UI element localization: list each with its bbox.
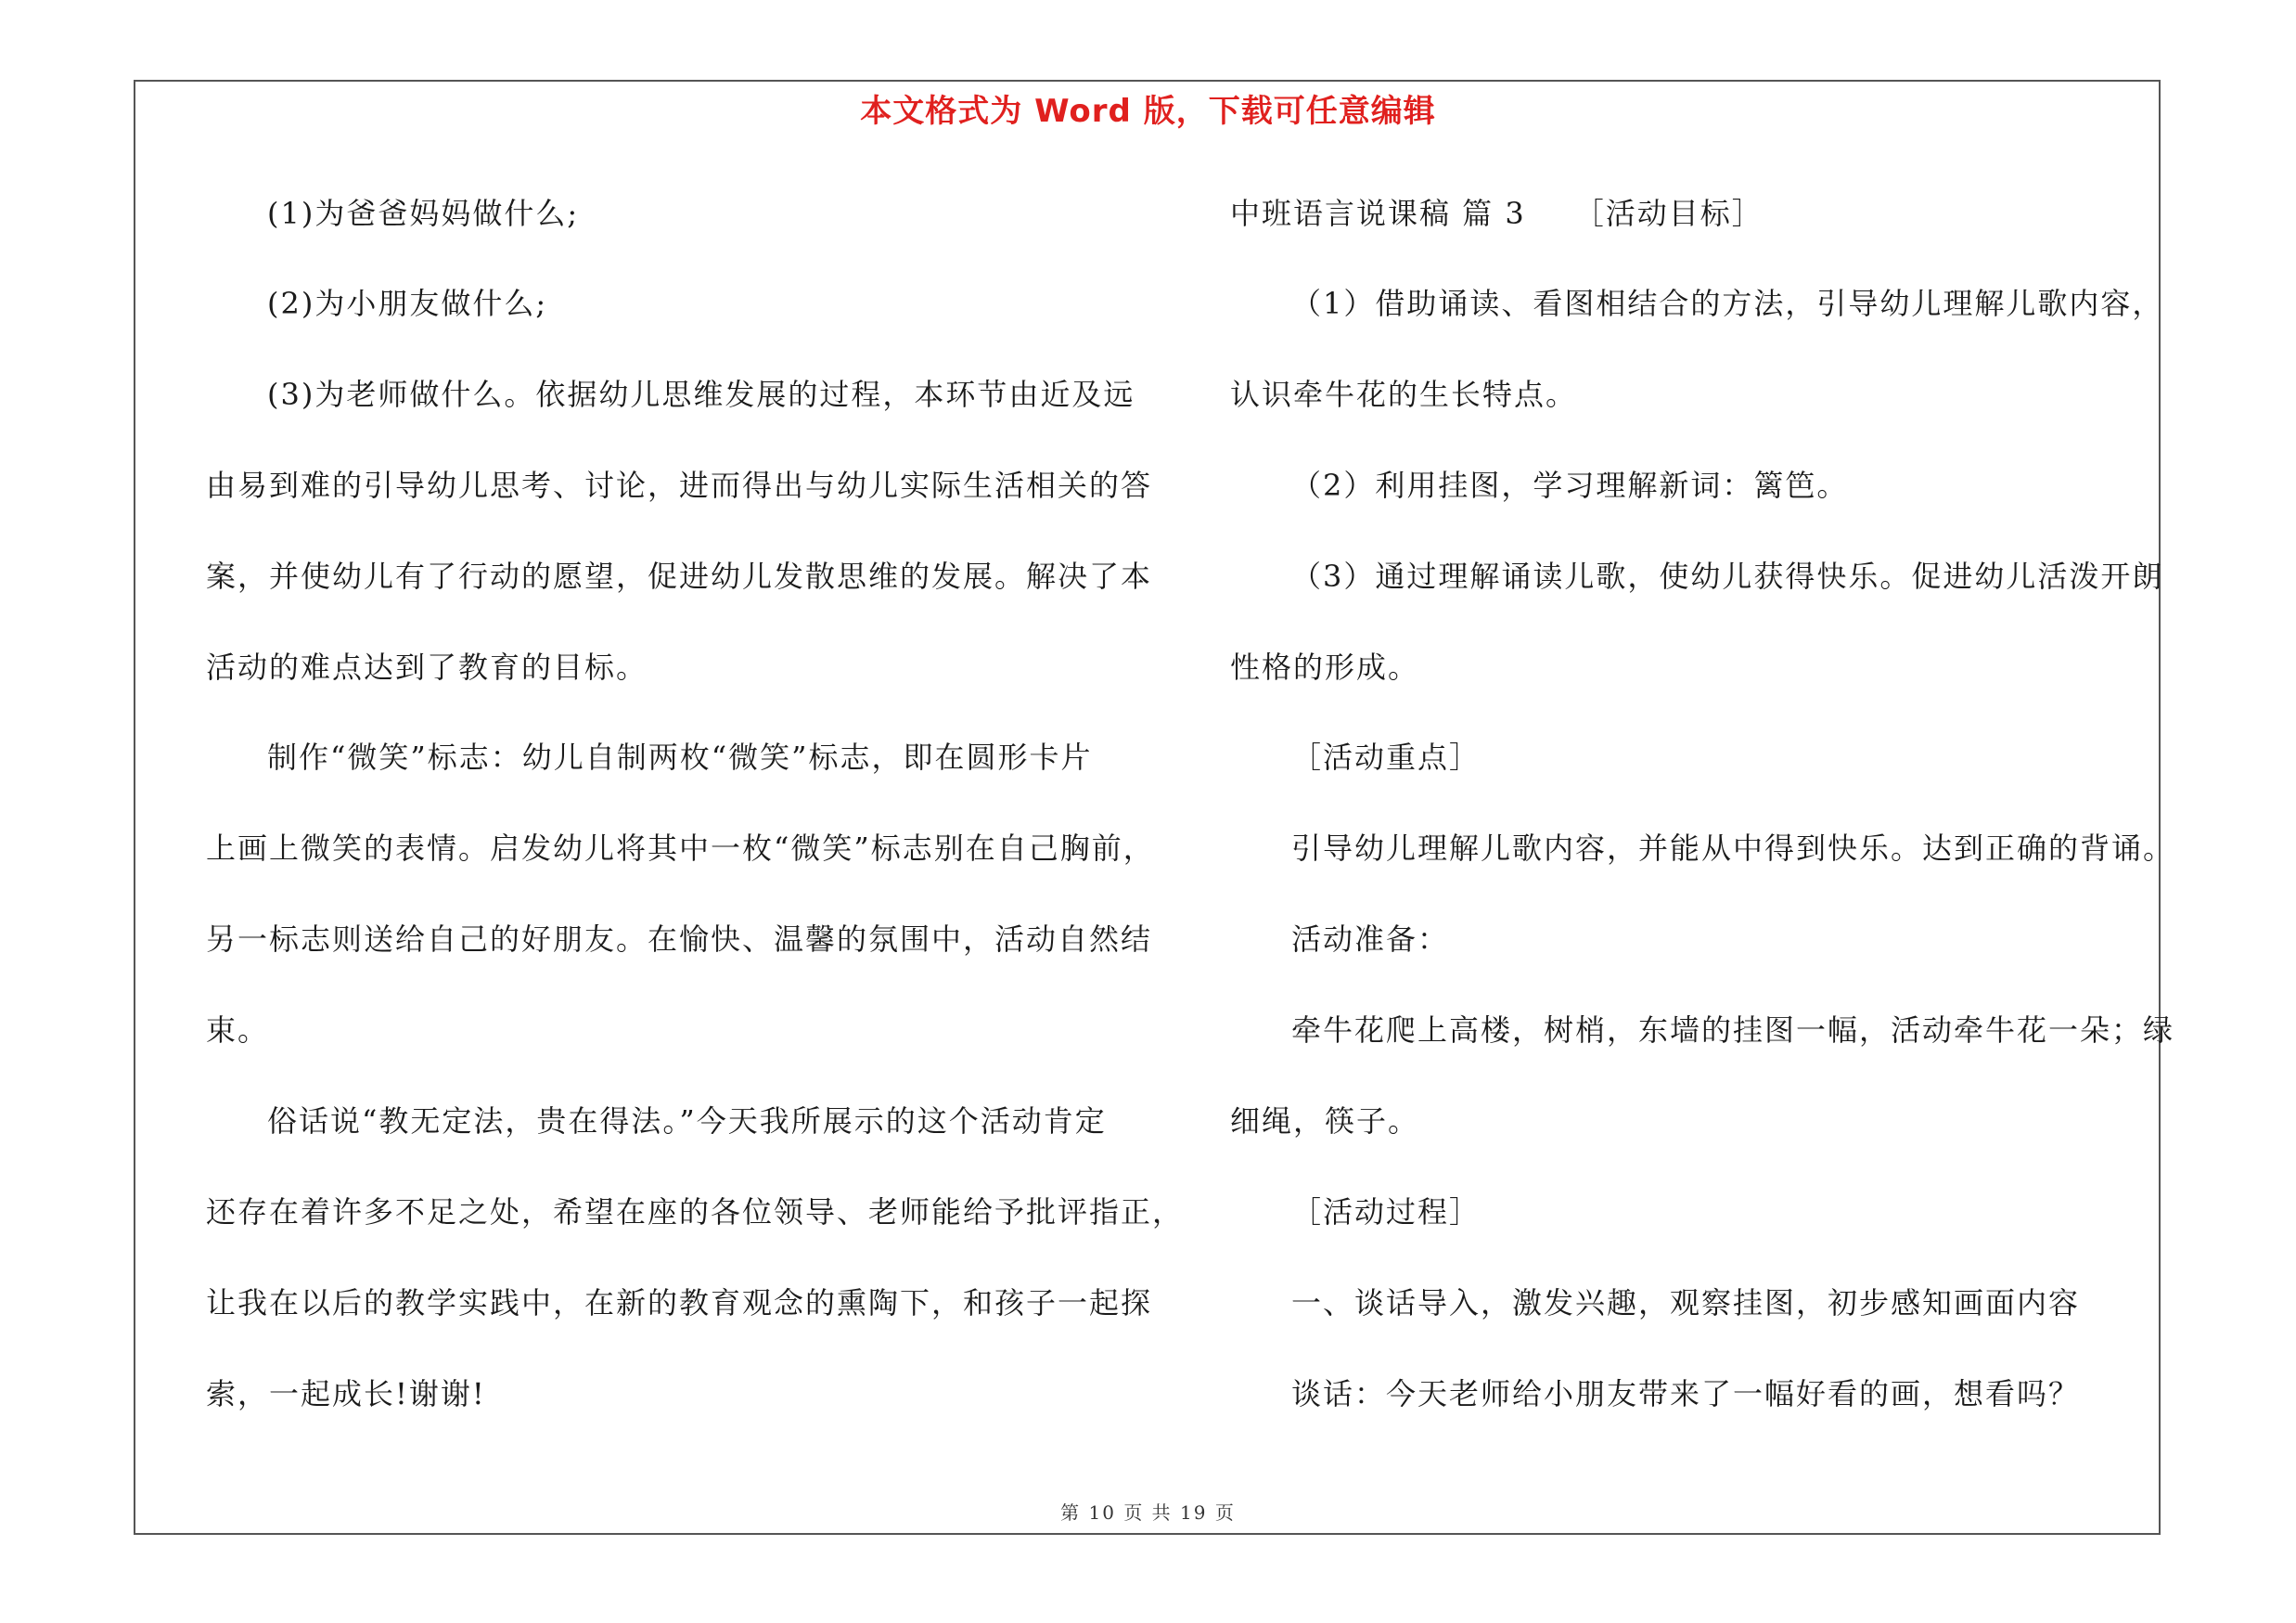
section-heading: ［活动过程］ — [1291, 1194, 1481, 1230]
paragraph-line: 活动的难点达到了教育的目标。 — [206, 650, 648, 685]
paragraph-line: 上画上微笑的表情。启发幼儿将其中一枚“微笑”标志别在自己胸前， — [206, 831, 1155, 866]
paragraph-line: 让我在以后的教学实践中，在新的教育观念的熏陶下，和孩子一起探 — [206, 1285, 1153, 1320]
paragraph-line: 制作“微笑”标志：幼儿自制两枚“微笑”标志，即在圆形卡片 — [267, 740, 1093, 775]
paragraph-line: 细绳，筷子。 — [1230, 1103, 1420, 1139]
paragraph-line: 一、谈话导入，激发兴趣，观察挂图，初步感知画面内容 — [1291, 1285, 2081, 1320]
paragraph-line: 还存在着许多不足之处，希望在座的各位领导、老师能给予批评指正， — [206, 1194, 1185, 1230]
paragraph-line: (1)为爸爸妈妈做什么; — [267, 196, 580, 231]
section-heading: 活动准备： — [1291, 921, 1450, 957]
paragraph-line: 索，一起成长!谢谢! — [206, 1376, 486, 1411]
paragraph-line: 另一标志则送给自己的好朋友。在愉快、温馨的氛围中，活动自然结 — [206, 921, 1153, 957]
paragraph-line: 引导幼儿理解儿歌内容，并能从中得到快乐。达到正确的背诵。 — [1291, 831, 2175, 866]
paragraph-line: (3)为老师做什么。依据幼儿思维发展的过程，本环节由近及远 — [267, 377, 1135, 412]
paragraph-line: 俗话说“教无定法，贵在得法。”今天我所展示的这个活动肯定 — [267, 1103, 1107, 1139]
paragraph-line: （1）借助诵读、看图相结合的方法，引导幼儿理解儿歌内容， — [1291, 286, 2164, 321]
page-number: 第 10 页 共 19 页 — [1060, 1501, 1236, 1524]
paragraph-line: 案，并使幼儿有了行动的愿望，促进幼儿发散思维的发展。解决了本 — [206, 559, 1153, 594]
section-heading: ［活动重点］ — [1291, 740, 1481, 775]
paragraph-line: （3）通过理解诵读儿歌，使幼儿获得快乐。促进幼儿活泼开朗 — [1291, 559, 2164, 594]
paragraph-line: 由易到难的引导幼儿思考、讨论，进而得出与幼儿实际生活相关的答 — [206, 468, 1153, 503]
paragraph-line: 认识牵牛花的生长特点。 — [1230, 377, 1578, 412]
section-heading: 中班语言说课稿 篇 3 ［活动目标］ — [1230, 196, 1764, 231]
paragraph-line: 性格的形成。 — [1230, 650, 1420, 685]
paragraph-line: 束。 — [206, 1012, 270, 1048]
paragraph-line: （2）利用挂图，学习理解新词：篱笆。 — [1291, 468, 1849, 503]
paragraph-line: (2)为小朋友做什么; — [267, 286, 548, 321]
paragraph-line: 牵牛花爬上高楼，树梢，东墙的挂图一幅，活动牵牛花一朵；绿 — [1291, 1012, 2175, 1048]
paragraph-line: 谈话：今天老师给小朋友带来了一幅好看的画，想看吗？ — [1291, 1376, 2081, 1411]
format-banner: 本文格式为 Word 版，下载可任意编辑 — [860, 93, 1436, 130]
